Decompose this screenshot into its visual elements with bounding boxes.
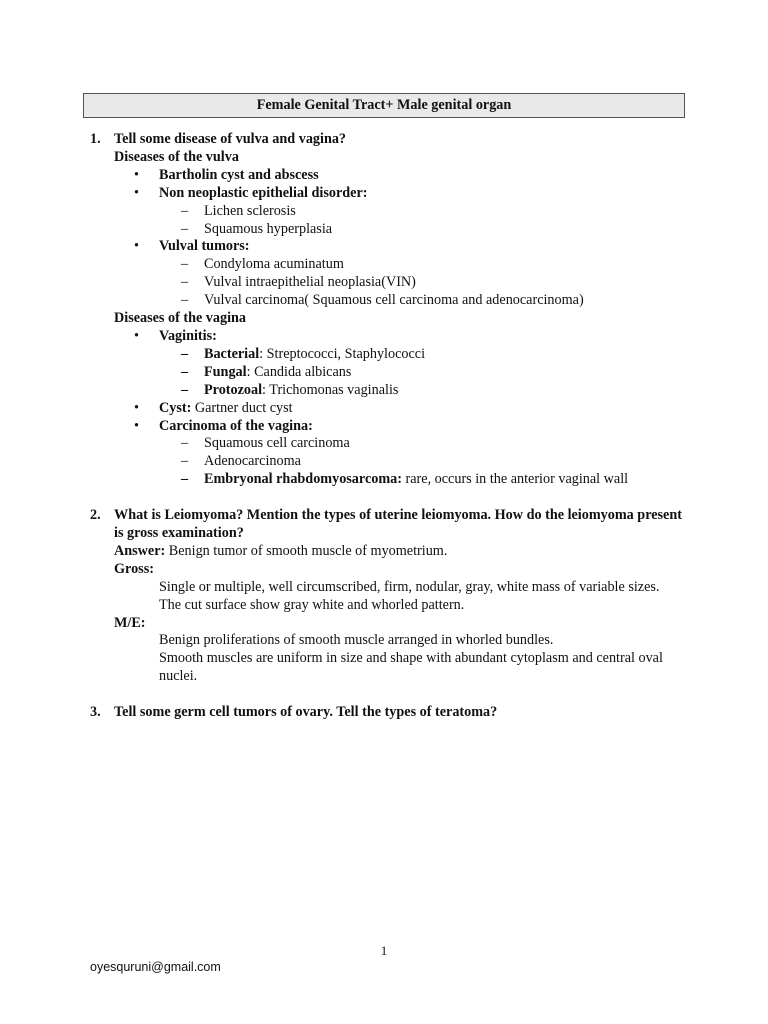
- sub-item-text: Vulval carcinoma( Squamous cell carcinoma and adenocarcinoma): [204, 292, 584, 309]
- question-text: [90, 507, 690, 543]
- sub-item-label: Protozoal: [204, 381, 263, 398]
- sub-list-item: [114, 364, 690, 382]
- dash-marker: –: [181, 202, 189, 219]
- question-prompt: Tell some disease of vulva and vagina?: [114, 131, 347, 147]
- item-label: Carcinoma of the vagina:: [159, 417, 313, 434]
- sub-list-item: [114, 382, 690, 400]
- list-item: [114, 400, 690, 418]
- dash-marker: –: [181, 274, 189, 291]
- bullet-marker: •: [134, 238, 139, 255]
- bullet-marker: •: [134, 417, 139, 434]
- block-line: Benign proliferations of smooth muscle arranged in whorled bundles.: [159, 632, 554, 649]
- question-text: [90, 131, 690, 149]
- answer-body: [90, 149, 690, 489]
- question-list: [90, 131, 690, 722]
- sub-list-item: [114, 203, 690, 221]
- dash-marker: –: [181, 381, 189, 398]
- question-prompt: Tell some germ cell tumors of ovary. Tell the types of teratoma?: [114, 704, 498, 721]
- block-line: Single or multiple, well circumscribed, firm, nodular, gray, white mass of variable sizes.: [159, 578, 660, 595]
- dash-marker: –: [181, 292, 189, 309]
- item-label: Non neoplastic epithelial disorder:: [159, 184, 368, 201]
- sub-item-text: : Streptococci, Staphylococci: [259, 345, 426, 362]
- section-heading: Diseases of the vulva: [114, 148, 239, 165]
- sub-item-label: Bacterial: [204, 345, 260, 362]
- item-label: Vulval tumors:: [159, 238, 250, 255]
- sub-list-item: [114, 256, 690, 274]
- sub-item-text: Condyloma acuminatum: [204, 256, 344, 273]
- list-item: [114, 167, 690, 185]
- bullet-marker: •: [134, 327, 139, 344]
- bullet-marker: •: [134, 184, 139, 201]
- dash-marker: –: [181, 363, 189, 380]
- answer-label: Answer:: [114, 542, 166, 559]
- answer-line: [114, 543, 690, 561]
- section-heading: Diseases of the vagina: [114, 310, 247, 327]
- sub-item-text: : Trichomonas vaginalis: [262, 381, 399, 398]
- question-1: [90, 131, 690, 489]
- sub-item-text: Vulval intraepithelial neoplasia(VIN): [204, 274, 416, 291]
- dash-marker: –: [181, 256, 189, 273]
- footer-email: oyesquruni@gmail.com: [90, 960, 221, 974]
- question-number: 2.: [90, 507, 101, 524]
- sub-item-text: : Candida albicans: [246, 363, 352, 380]
- question-text: [90, 704, 690, 722]
- sub-list-item: [114, 274, 690, 292]
- list-item: [114, 185, 690, 203]
- item-label: Cyst:: [159, 399, 192, 416]
- question-number: 1.: [90, 131, 101, 147]
- bullet-marker: •: [134, 399, 139, 416]
- bullet-marker: •: [134, 166, 139, 183]
- block-line: The cut surface show gray white and whorled pattern.: [159, 596, 465, 613]
- question-number: 3.: [90, 704, 101, 721]
- sub-list-item: [114, 221, 690, 239]
- question-2: [90, 507, 690, 686]
- sub-item-text: Squamous cell carcinoma: [204, 435, 350, 452]
- item-text: Gartner duct cyst: [191, 399, 293, 416]
- block-line: Smooth muscles are uniform in size and shape with abundant cytoplasm and central oval nuclei.: [159, 650, 663, 685]
- page-number: 1: [380, 943, 388, 958]
- sub-item-label: Fungal: [204, 363, 247, 380]
- document-title: Female Genital Tract+ Male genital organ: [83, 93, 685, 118]
- sub-item-text: Lichen sclerosis: [204, 202, 296, 219]
- sub-item-text: Squamous hyperplasia: [204, 220, 333, 237]
- question-gap: [90, 686, 690, 704]
- sub-list-item: [114, 292, 690, 310]
- list-item: [114, 418, 690, 436]
- question-gap: [90, 489, 690, 507]
- item-label: Vaginitis:: [159, 327, 217, 344]
- list-item: [114, 238, 690, 256]
- dash-marker: –: [181, 435, 189, 452]
- sub-item-text: rare, occurs in the anterior vaginal wall: [401, 471, 629, 488]
- question-3: [90, 704, 690, 722]
- dash-marker: –: [181, 345, 189, 362]
- list-item: [114, 328, 690, 346]
- dash-marker: –: [181, 220, 189, 237]
- sub-list-item: [114, 453, 690, 471]
- answer-body: [90, 543, 690, 686]
- item-label: Bartholin cyst and abscess: [159, 166, 319, 183]
- sub-list-item: [114, 471, 690, 489]
- block-heading: M/E:: [114, 614, 146, 631]
- question-prompt: What is Leiomyoma? Mention the types of uterine leiomyoma. How do the leiomyoma present is gross examination?: [114, 507, 682, 542]
- dash-marker: –: [181, 453, 189, 470]
- sub-list-item: [114, 346, 690, 364]
- dash-marker: –: [181, 471, 189, 488]
- sub-list-item: [114, 435, 690, 453]
- block-heading: Gross:: [114, 560, 154, 577]
- sub-item-text: Adenocarcinoma: [204, 453, 301, 470]
- sub-item-label: Embryonal rhabdomyosarcoma:: [204, 471, 402, 488]
- answer-text: Benign tumor of smooth muscle of myometrium.: [165, 542, 448, 559]
